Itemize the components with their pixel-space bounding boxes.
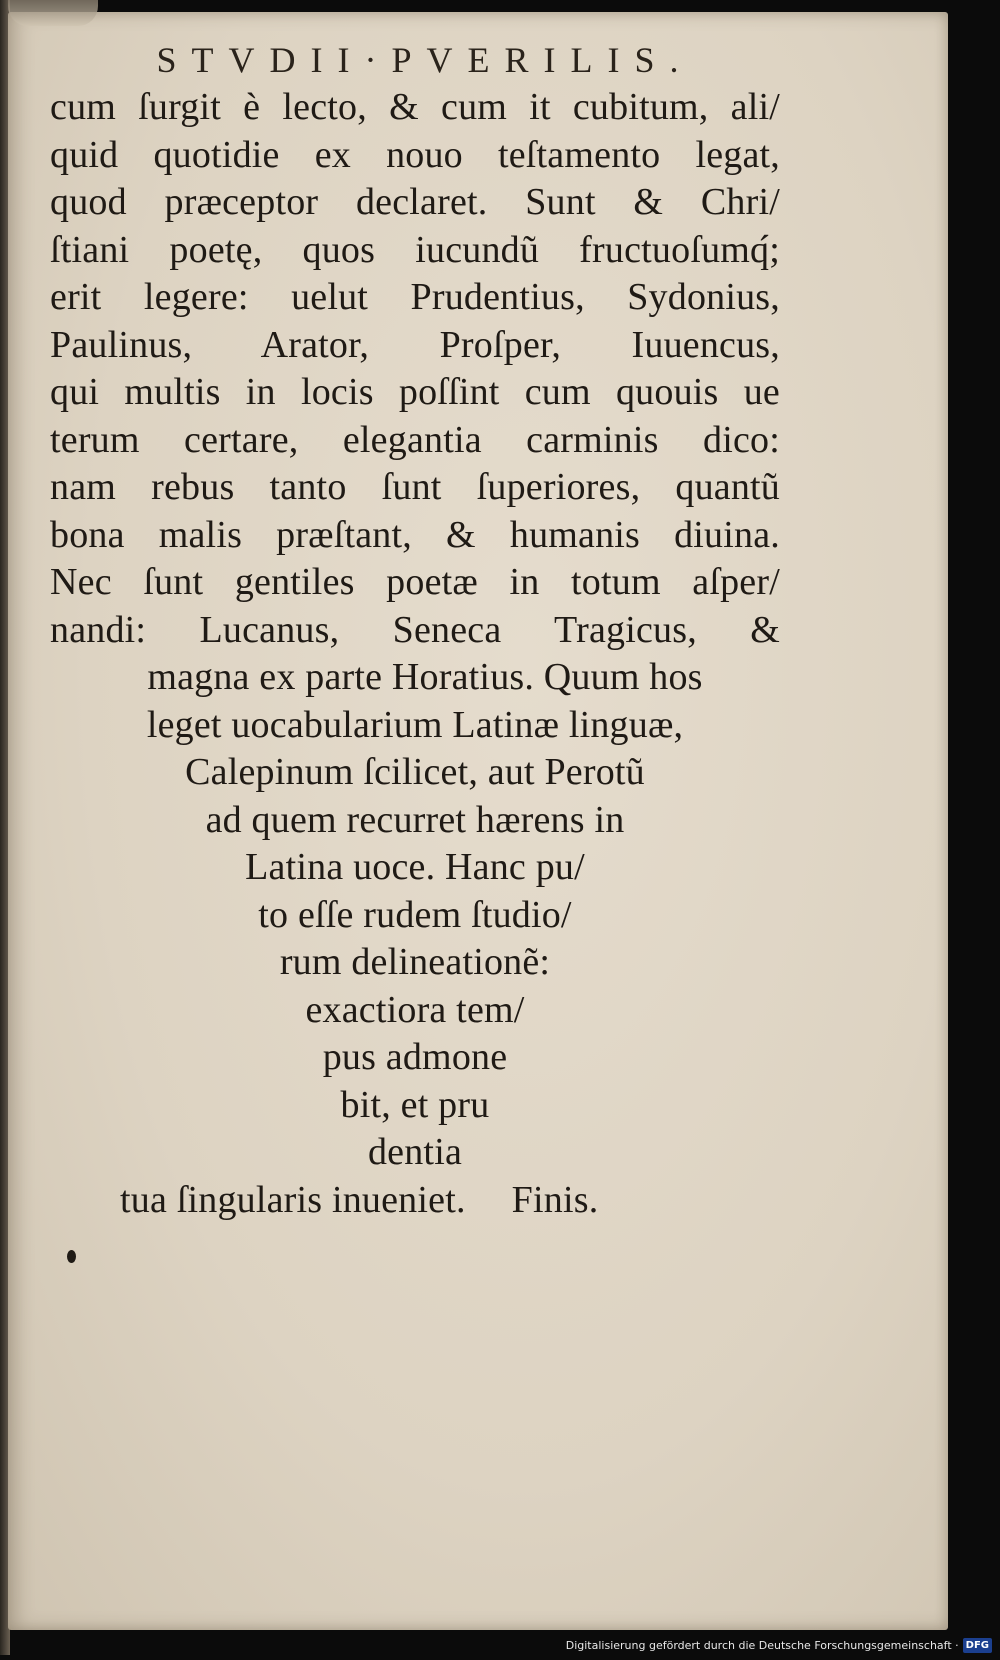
text-line: qui multis in locis poſſint cum quouis ue (50, 371, 780, 413)
text-line: terum certare, elegantia carminis dico: (50, 418, 780, 461)
taper-line: Calepinum ſcilicet, aut Perotũ (185, 751, 645, 793)
text-line: Paulinus, Arator, Proſper, Iuuencus, (50, 323, 780, 366)
taper-line: exactiora tem/ (305, 988, 525, 1031)
taper-line: Latina uoce. Hanc pu/ (245, 846, 585, 888)
taper-line: to eſſe rudem ſtudio/ (258, 893, 572, 936)
digitization-credit (566, 1634, 992, 1656)
taper-line: dentia (367, 1131, 463, 1173)
taper-line: pus admone (322, 1036, 508, 1078)
text-line: quid quotidie ex nouo teſtamento legat, (50, 133, 780, 176)
page-tab-shadow (8, 0, 98, 26)
taper-line: bit, et pru (340, 1083, 490, 1126)
taper-line: leget uocabularium Latinæ linguæ, (146, 703, 684, 746)
credit-text: Digitalisierung gefördert durch die Deutsche Forschungsgemeinschaft · (565, 1638, 959, 1652)
text-line: nandi: Lucanus, Seneca Tragicus, & (50, 608, 780, 651)
taper-line: magna ex parte Horatius. Quum hos (147, 656, 703, 698)
page-text (50, 42, 780, 1224)
finis-label: Finis. (511, 1178, 599, 1221)
dfg-logo-icon: DFG (963, 1638, 992, 1653)
closing-line (50, 1177, 780, 1225)
text-line: bona malis præſtant, & humanis diuina. (50, 513, 780, 556)
text-line: quod præceptor declaret. Sunt & Chri/ (50, 181, 780, 223)
book-edge-right (950, 0, 1000, 1640)
taper-line: rum delineationẽ: (279, 941, 551, 983)
ink-dot-icon (67, 1250, 76, 1263)
text-line: Nec ſunt gentiles poetæ in totum aſper/ (50, 561, 780, 603)
closing-text: tua ſingularis inueniet. (120, 1178, 466, 1221)
text-line: nam rebus tanto ſunt ſuperiores, quantũ (50, 466, 780, 508)
text-line: cum ſurgit è lecto, & cum it cubitum, ali/ (50, 86, 780, 128)
running-head: STVDII·PVERILIS. (156, 40, 694, 80)
taper-line: ad quem recurret hærens in (205, 798, 625, 841)
text-line: ſtiani poetę, quos iucundũ fructuoſumq́; (50, 228, 780, 271)
text-line: erit legere: uelut Prudentius, Sydonius, (50, 276, 780, 318)
